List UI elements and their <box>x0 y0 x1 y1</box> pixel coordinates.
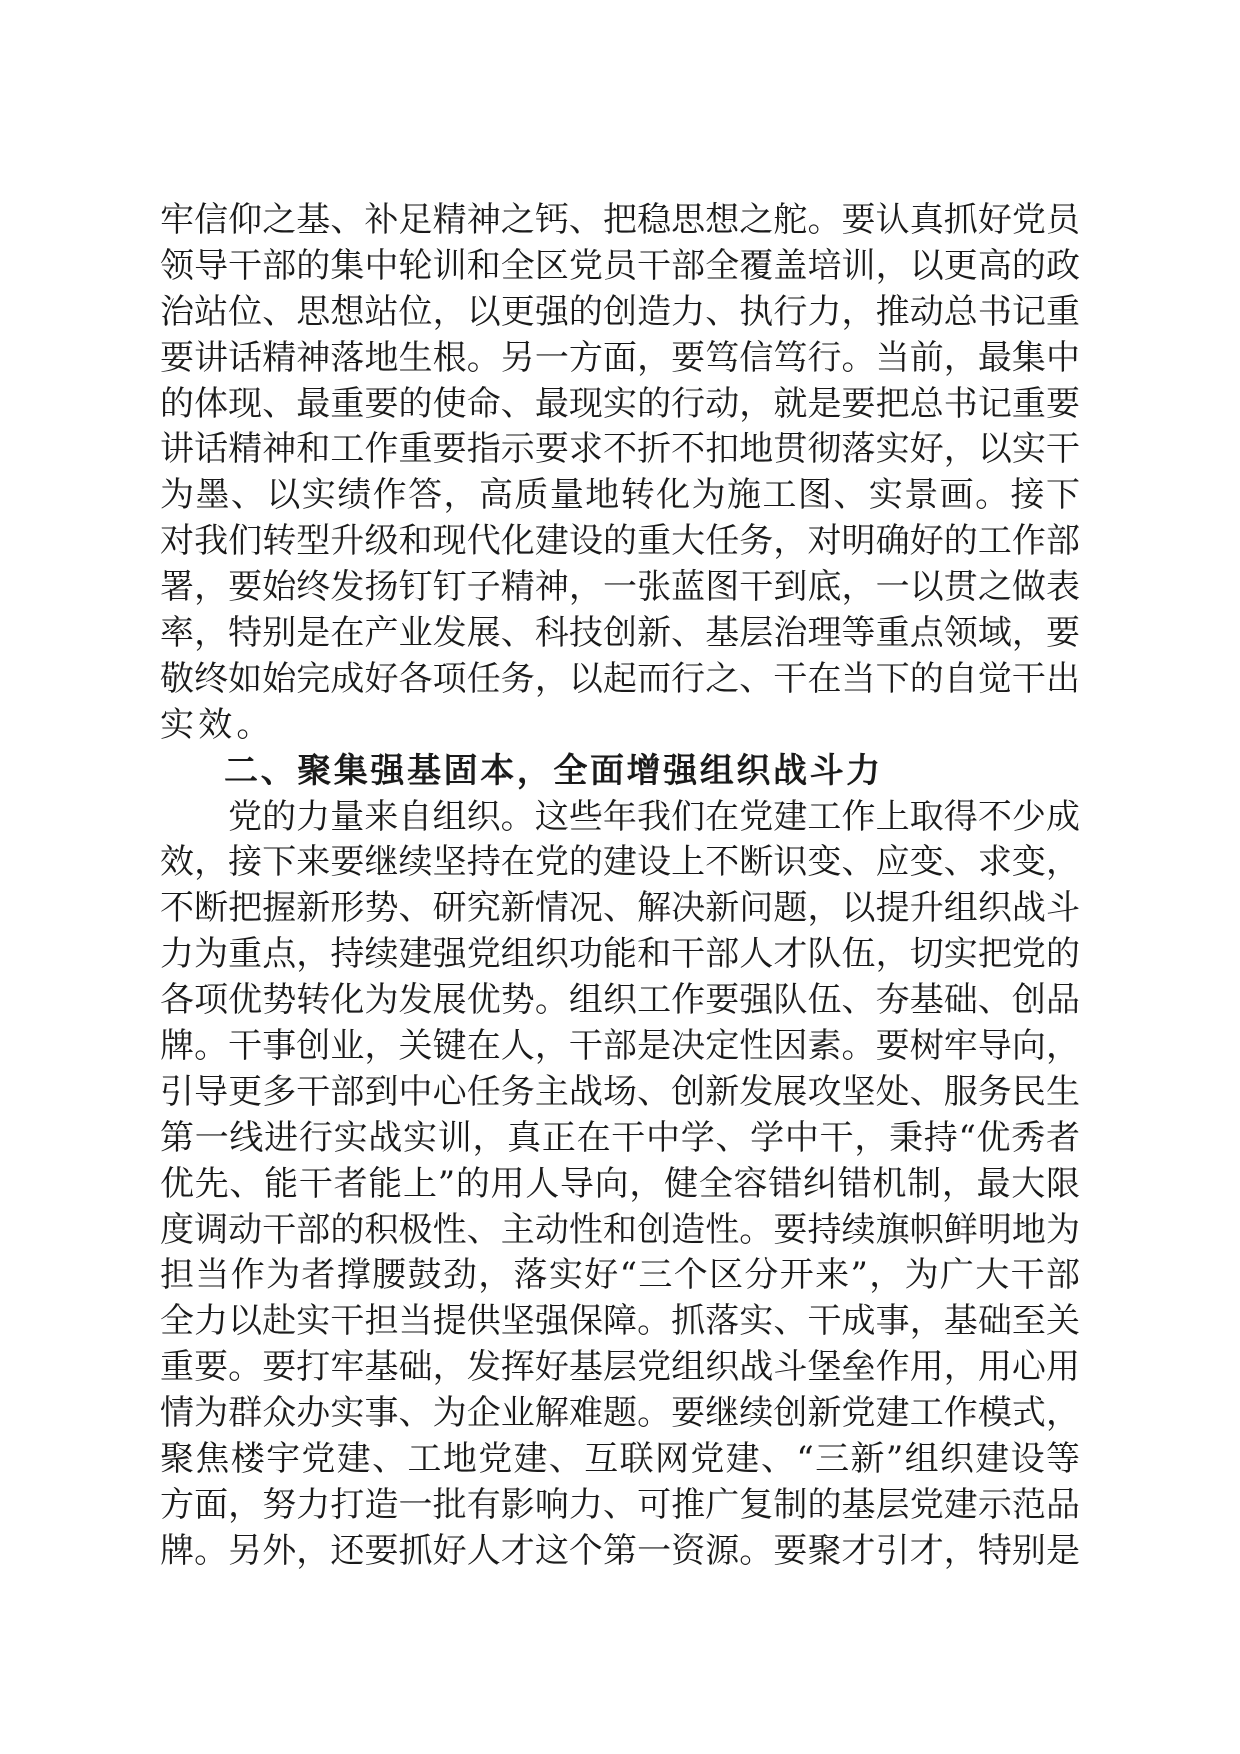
paragraph-1 <box>160 198 1080 749</box>
text-line: 牌。另外，还要抓好人才这个第一资源。要聚才引才，特别是 <box>160 1530 1080 1571</box>
text-line: 力为重点，持续建强党组织功能和干部人才队伍，切实把党的 <box>160 934 1080 975</box>
text-line: 度调动干部的积极性、主动性和创造性。要持续旗帜鲜明地为 <box>160 1209 1080 1250</box>
text-line: 第一线进行实战实训，真正在干中学、学中干，秉持“优秀者 <box>160 1117 1080 1158</box>
text-line: 牢信仰之基、补足精神之钙、把稳思想之舵。要认真抓好党员 <box>160 200 1080 240</box>
text-line: 聚焦楼宇党建、工地党建、互联网党建、“三新”组织建设等 <box>160 1439 1080 1480</box>
text-line: 实效。 <box>160 704 275 745</box>
text-line: 方面，努力打造一批有影响力、可推广复制的基层党建示范品 <box>160 1484 1080 1525</box>
text-line: 担当作为者撑腰鼓劲，落实好“三个区分开来”，为广大干部 <box>160 1255 1080 1296</box>
text-line: 领导干部的集中轮训和全区党员干部全覆盖培训，以更高的政 <box>160 245 1080 286</box>
text-line: 要讲话精神落地生根。另一方面，要笃信笃行。当前，最集中 <box>160 337 1080 378</box>
text-line: 优先、能干者能上”的用人导向，健全容错纠错机制，最大限 <box>160 1163 1080 1204</box>
document-body <box>160 198 1080 1575</box>
text-line: 为墨、以实绩作答，高质量地转化为施工图、实景画。接下 <box>160 475 1080 516</box>
text-line: 署，要始终发扬钉钉子精神，一张蓝图干到底，一以贯之做表 <box>160 567 1080 608</box>
text-line: 对我们转型升级和现代化建设的重大任务，对明确好的工作部 <box>160 521 1080 562</box>
text-line: 牌。干事创业，关键在人，干部是决定性因素。要树牢导向， <box>160 1026 1080 1067</box>
section-heading: 二、聚集强基固本，全面增强组织战斗力 <box>224 750 883 791</box>
text-line: 党的力量来自组织。这些年我们在党建工作上取得不少成 <box>228 796 1080 837</box>
text-line: 全力以赴实干担当提供坚强保障。抓落实、干成事，基础至关 <box>160 1301 1080 1342</box>
text-line: 情为群众办实事、为企业解难题。要继续创新党建工作模式， <box>160 1393 1080 1434</box>
text-line: 引导更多干部到中心任务主战场、创新发展攻坚处、服务民生 <box>160 1071 1080 1112</box>
text-line: 敬终如始完成好各项任务，以起而行之、干在当下的自觉干出 <box>160 658 1080 699</box>
text-line: 治站位、思想站位，以更强的创造力、执行力，推动总书记重 <box>160 291 1080 332</box>
text-line: 效，接下来要继续坚持在党的建设上不断识变、应变、求变， <box>160 842 1080 883</box>
text-line: 各项优势转化为发展优势。组织工作要强队伍、夯基础、创品 <box>160 980 1080 1021</box>
text-line: 的体现、最重要的使命、最现实的行动，就是要把总书记重要 <box>160 383 1080 424</box>
text-line: 讲话精神和工作重要指示要求不折不扣地贯彻落实好，以实干 <box>160 429 1080 470</box>
text-line: 重要。要打牢基础，发挥好基层党组织战斗堡垒作用，用心用 <box>160 1347 1080 1388</box>
paragraph-2 <box>160 795 1080 1575</box>
text-line: 率，特别是在产业发展、科技创新、基层治理等重点领域，要 <box>160 613 1080 654</box>
text-line: 不断把握新形势、研究新情况、解决新问题，以提升组织战斗 <box>160 888 1080 929</box>
